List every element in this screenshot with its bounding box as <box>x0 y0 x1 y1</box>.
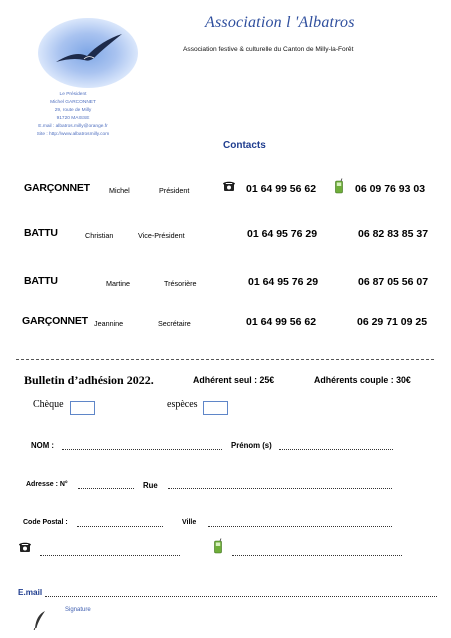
rue-field[interactable] <box>168 488 392 489</box>
mobile-phone-icon <box>334 178 344 194</box>
contact-mobile: 06 29 71 09 25 <box>357 316 428 328</box>
contact-landline: 01 64 99 56 62 <box>246 183 317 195</box>
section-divider <box>16 359 434 360</box>
email-field[interactable] <box>45 596 437 597</box>
contact-row <box>0 182 451 198</box>
contact-landline: 01 64 95 76 29 <box>247 228 318 240</box>
contact-row <box>0 315 451 331</box>
contact-role: Trésorière <box>164 279 197 288</box>
cash-checkbox[interactable] <box>203 401 228 415</box>
association-subtitle: Association festive & culturelle du Canton de Milly-la-Forêt <box>183 46 354 53</box>
contact-last-name: GARÇONNET <box>22 315 88 327</box>
contact-row <box>0 227 451 243</box>
contact-first-name: Michel <box>109 186 130 195</box>
contact-role: Vice-Président <box>138 231 185 240</box>
fee-single: Adhérent seul : 25€ <box>193 375 275 385</box>
ville-label: Ville <box>182 519 197 526</box>
association-title: Association l 'Albatros <box>205 14 355 31</box>
telephone-icon <box>18 541 32 553</box>
contact-mobile: 06 82 83 85 37 <box>358 228 429 240</box>
president-line: 29, route de Milly <box>54 108 92 113</box>
mobile-field[interactable] <box>232 555 402 556</box>
form-title: Bulletin d’adhésion 2022. <box>24 373 154 387</box>
president-address-block <box>18 91 128 139</box>
contact-last-name: BATTU <box>24 227 58 239</box>
contact-role: Président <box>159 186 190 195</box>
telephone-field[interactable] <box>40 555 180 556</box>
president-line: Le Président <box>59 92 87 97</box>
code-postal-label: Code Postal : <box>23 519 68 526</box>
mobile-phone-icon <box>213 538 223 554</box>
president-line: E.mail : albatros.milly@orange.fr <box>38 124 108 129</box>
president-line: Michel GARCONNET <box>50 100 96 105</box>
payment-cash-label: espèces <box>167 399 198 410</box>
prenom-label: Prénom (s) <box>231 441 272 450</box>
email-label: E.mail <box>18 588 43 597</box>
contact-mobile: 06 87 05 56 07 <box>358 276 429 288</box>
nom-label: NOM : <box>31 441 54 450</box>
president-line: 91720 MAISSE <box>56 116 90 121</box>
contact-row <box>0 275 451 291</box>
rue-label: Rue <box>143 481 158 490</box>
signature-label: Signature <box>65 607 91 613</box>
contact-landline: 01 64 99 56 62 <box>246 316 317 328</box>
payment-cheque-label: Chèque <box>33 399 64 410</box>
telephone-icon <box>222 180 236 192</box>
code-postal-field[interactable] <box>77 526 163 527</box>
contact-landline: 01 64 95 76 29 <box>248 276 319 288</box>
president-line: Site : http://www.albatrosmilly.com <box>36 132 110 137</box>
nom-field[interactable] <box>62 449 222 450</box>
contact-last-name: BATTU <box>24 275 58 287</box>
contacts-heading: Contacts <box>223 140 266 151</box>
albatross-bird-icon <box>54 32 124 72</box>
cheque-checkbox[interactable] <box>70 401 95 415</box>
contact-first-name: Jeannine <box>94 319 124 328</box>
fee-couple: Adhérents couple : 30€ <box>314 375 411 385</box>
prenom-field[interactable] <box>279 449 393 450</box>
albatross-logo <box>38 18 138 88</box>
contact-mobile: 06 09 76 93 03 <box>355 183 426 195</box>
ville-field[interactable] <box>208 526 392 527</box>
contact-first-name: Martine <box>106 279 130 288</box>
adresse-number-field[interactable] <box>78 488 134 489</box>
quill-pen-icon <box>33 610 47 630</box>
contact-last-name: GARÇONNET <box>24 182 90 194</box>
contact-role: Secrétaire <box>158 319 191 328</box>
contact-first-name: Christian <box>85 231 114 240</box>
adresse-label: Adresse : N° <box>26 481 68 488</box>
